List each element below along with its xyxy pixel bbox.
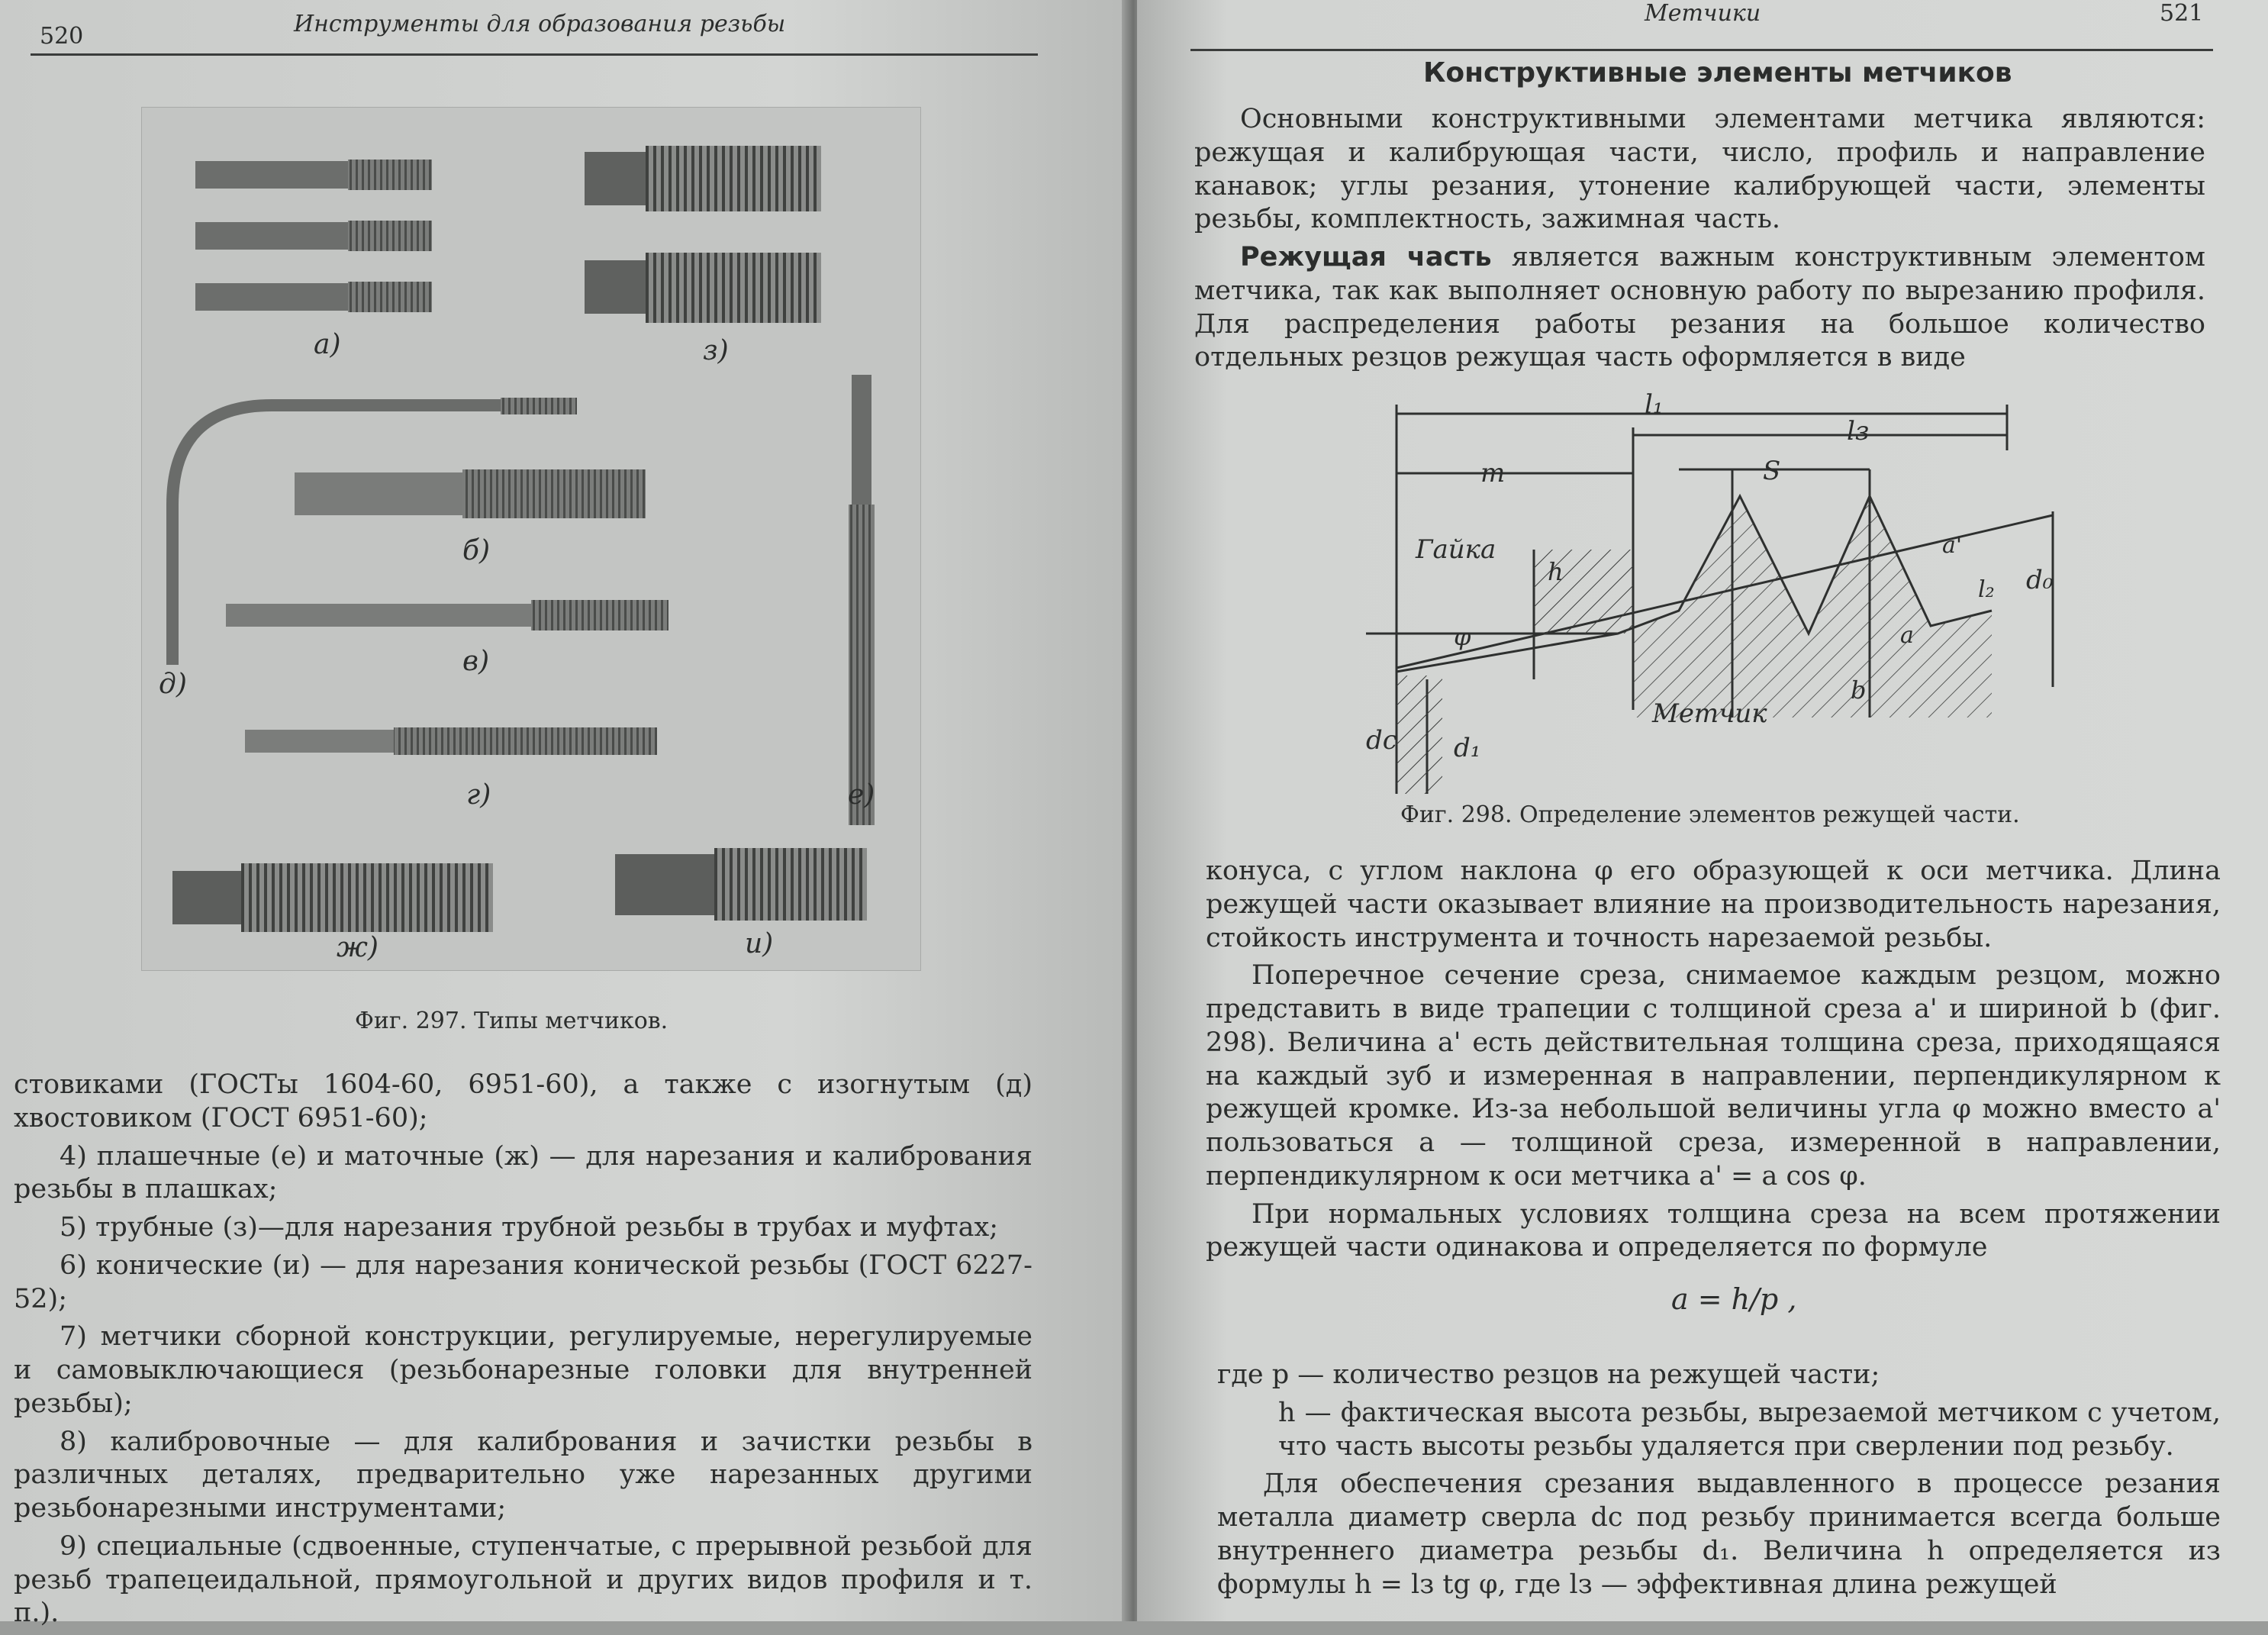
dim-a-prime: a' <box>1942 532 1963 559</box>
left-paragraph: 4) плашечные (е) и маточные (ж) — для нарезания и калибрования резьбы в плашках; <box>14 1140 1033 1205</box>
term-cutting-part: Режущая часть <box>1240 242 1492 272</box>
label-nut: Гайка <box>1416 534 1496 565</box>
dim-m: m <box>1480 458 1506 489</box>
left-paragraph: 9) специальные (сдвоенные, ступенчатые, с прерывной резьбой для резьб трапецеидальной, прямоугольной и других видов профиля и т. п.). <box>14 1530 1033 1629</box>
label-z: з) <box>703 335 729 366</box>
left-page <box>0 0 1129 1629</box>
dim-S: S <box>1763 456 1781 486</box>
right-body-where <box>1217 1359 2221 1606</box>
formula-a: a = h/p , <box>1671 1282 1797 1316</box>
dim-dc: dс <box>1366 725 1397 756</box>
left-paragraph: 6) конические (и) — для нарезания конической резьбы (ГОСТ 6227-52); <box>14 1250 1033 1314</box>
dim-b: b <box>1851 676 1867 705</box>
dim-l3: lз <box>1847 416 1870 447</box>
left-paragraph: 7) метчики сборной конструкции, регулируемые, нерегулируемые и самовыключающиеся (резьбонарезные головки для внутренней резьбы); <box>14 1321 1033 1419</box>
paragraph-normal-conditions: При нормальных условиях толщина среза на всем протяжении режущей части одинакова и определяется по формуле <box>1206 1198 2221 1263</box>
label-b: б) <box>462 535 491 566</box>
label-e: е) <box>848 779 875 811</box>
dim-h: h <box>1548 557 1564 586</box>
left-paragraph: стовиками (ГОСТы 1604-60, 6951-60), а также с изогнутым (д) хвостовиком (ГОСТ 6951-60); <box>14 1069 1033 1134</box>
paragraph-cutting-part <box>1194 241 2205 375</box>
figure-297-caption: Фиг. 297. Типы метчиков. <box>355 1008 668 1034</box>
right-body-bottom <box>1206 855 2221 1269</box>
tap-e <box>849 375 875 825</box>
header-rule-right <box>1190 49 2213 51</box>
label-tap: Метчик <box>1652 698 1767 729</box>
label-d: д) <box>159 669 187 700</box>
paragraph-cone: конуса, с углом наклона φ его образующей к оси метчика. Длина режущей части оказывает влияние на производительность нарезания, стойкость инструмента и точность нарезаемой резьбы. <box>1206 856 2221 953</box>
paragraph-drill: Для обеспечения срезания выдавленного в процессе резания металла диаметр сверла dс под резьбу принимается всегда больше внутреннего диаметра резьбы d₁. Величина h определяется из формулы h = lз tg φ, где lз — эффективная длина режущей <box>1217 1469 2221 1600</box>
left-paragraph: 5) трубные (з)—для нарезания трубной резьбы в трубах и муфтах; <box>60 1212 999 1243</box>
where-h: h — фактическая высота резьбы, вырезаемой метчиком с учетом, что часть высоты резьбы удаляется при сверлении под резьбу. <box>1278 1397 2221 1462</box>
taps-illustration <box>142 108 920 970</box>
tap-v <box>226 600 668 630</box>
dim-d0: d₀ <box>2026 565 2054 595</box>
left-paragraph: 8) калибровочные — для калибрования и зачистки резьбы в различных деталях, предварительно уже нарезанных другими резьбонарезными инструментами; <box>14 1426 1033 1524</box>
where-p: где p — количество резцов на режущей части; <box>1217 1359 1880 1390</box>
dim-phi: φ <box>1454 622 1471 651</box>
tap-zh <box>172 863 493 932</box>
page-number-right: 521 <box>2160 0 2204 27</box>
label-a: а) <box>314 329 341 360</box>
section-title: Конструктивные элементы метчиков <box>1423 57 2012 89</box>
label-i: и) <box>745 928 774 959</box>
tap-g <box>245 727 657 755</box>
dim-d1: d₁ <box>1454 733 1481 763</box>
paragraph-elements: Основными конструктивными элементами метчика являются: режущая и калибрующая части, число, профиль и направление канавок; углы резания, утонение калибрующей части, элементы резьбы, комплектность, зажимная часть. <box>1194 104 2205 235</box>
tap-a <box>195 160 432 312</box>
tap-i <box>615 848 867 921</box>
label-g: г) <box>466 779 491 811</box>
dim-a: a <box>1900 622 1914 649</box>
header-rule-left <box>31 53 1038 56</box>
paragraph-cutting-part-text: является важным конструктивным элементом метчика, так как выполняет основную работу по вырезанию профиля. Для распределения работы резания на большое количество отдельных резцов режущая часть оформляется в виде <box>1194 242 2205 373</box>
dim-l1: l₁ <box>1645 389 1664 420</box>
paragraph-cross-section: Поперечное сечение среза, снимаемое каждым резцом, можно представить в виде трапеции с толщиной среза a' и шириной b (фиг. 298). Величина a' есть действительная толщина среза, приходящаяся на каждый зуб и измеренная в направлении, перпендикулярном к режущей кромке. Из-за небольшой величины угла φ можно вместо a' пользоваться a — толщиной среза, измеренной в направлении, перпендикулярном к оси метчика a' = a cos φ. <box>1206 960 2221 1192</box>
figure-298-caption: Фиг. 298. Определение элементов режущей части. <box>1400 801 2020 828</box>
label-zh: ж) <box>337 932 379 963</box>
page-number-left: 520 <box>40 23 84 50</box>
label-v: в) <box>462 646 489 677</box>
left-body-text <box>14 1069 1033 1635</box>
running-head-right: Метчики <box>1645 0 1761 27</box>
figure-297-photo <box>141 107 921 971</box>
tap-z <box>585 146 821 323</box>
tap-b <box>295 469 646 518</box>
dim-l2: l₂ <box>1978 576 1995 603</box>
running-head-left: Инструменты для образования резьбы <box>294 11 786 37</box>
right-body-top <box>1194 103 2205 379</box>
